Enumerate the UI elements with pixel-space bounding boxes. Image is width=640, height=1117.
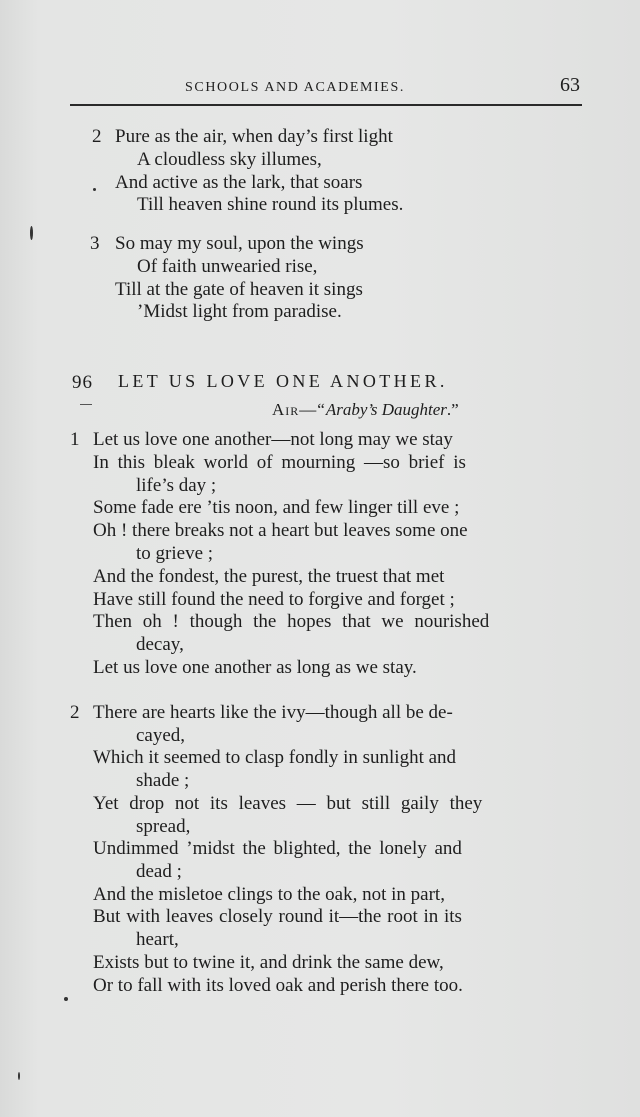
verse-line: heart, xyxy=(136,929,179,950)
verse-line: In this bleak world of mourning —so brief is xyxy=(93,452,466,473)
verse-line: Yet drop not its leaves — but still gaily they xyxy=(93,793,483,814)
verse-line: And the misletoe clings to the oak, not in part, xyxy=(93,884,445,905)
verse-line: cayed, xyxy=(136,725,186,746)
stray-mark xyxy=(80,404,92,405)
stanza-number: 2 xyxy=(92,126,102,147)
verse-line: Of faith unwearied rise, xyxy=(137,256,318,277)
page-header xyxy=(70,74,582,104)
verse-line: Oh ! there breaks not a heart but leaves some one xyxy=(93,520,468,541)
paper-speck xyxy=(64,997,68,1001)
verse-line: Till at the gate of heaven it sings xyxy=(115,279,363,300)
verse-line: Which it seemed to clasp fondly in sunlight and xyxy=(93,747,457,768)
air-tune: Araby’s Daughter xyxy=(325,400,447,419)
verse-line: shade ; xyxy=(136,770,190,791)
verse-line: life’s day ; xyxy=(136,475,217,496)
verse-line: There are hearts like the ivy—though all be de- xyxy=(93,702,453,723)
air-line xyxy=(272,400,459,420)
stanza-number: 3 xyxy=(90,233,100,254)
verse-line: And active as the lark, that soars xyxy=(115,172,363,193)
verse-line: Some fade ere ’tis noon, and few linger till eve ; xyxy=(93,497,460,518)
verse-line: Let us love one another as long as we stay. xyxy=(93,657,417,678)
verse-line: Pure as the air, when day’s first light xyxy=(115,126,393,147)
paper-speck xyxy=(93,188,96,191)
verse-line: spread, xyxy=(136,816,191,837)
verse-line: decay, xyxy=(136,634,184,655)
verse-line: dead ; xyxy=(136,861,182,882)
air-label: Air—“ xyxy=(272,400,326,419)
verse-line: A cloudless sky illumes, xyxy=(137,149,322,170)
verse-line: Have still found the need to forgive and forget ; xyxy=(93,589,455,610)
verse-line: So may my soul, upon the wings xyxy=(115,233,364,254)
verse-line: to grieve ; xyxy=(136,543,214,564)
verse-line: Exists but to twine it, and drink the same dew, xyxy=(93,952,444,973)
verse-line: ’Midst light from paradise. xyxy=(137,301,342,322)
hymn-number: 96 xyxy=(72,372,93,393)
air-close: .” xyxy=(446,400,459,419)
verse-line: Undimmed ’midst the blighted, the lonely and xyxy=(93,838,462,859)
running-title: SCHOOLS AND ACADEMIES. xyxy=(185,80,405,95)
stanza-number: 2 xyxy=(70,702,80,723)
page-number: 63 xyxy=(560,74,580,96)
verse-line: Then oh ! though the hopes that we nourished xyxy=(93,611,490,632)
verse-line: Till heaven shine round its plumes. xyxy=(137,194,404,215)
stanza-number: 1 xyxy=(70,429,80,450)
verse-line: But with leaves closely round it—the root in its xyxy=(93,906,462,927)
verse-line: Or to fall with its loved oak and perish there too. xyxy=(93,975,463,996)
header-rule xyxy=(70,104,582,106)
verse-line: Let us love one another—not long may we stay xyxy=(93,429,453,450)
hymn-title: LET US LOVE ONE ANOTHER. xyxy=(118,371,448,391)
verse-line: And the fondest, the purest, the truest that met xyxy=(93,566,445,587)
paper-speck xyxy=(18,1072,20,1080)
paper-speck xyxy=(30,226,33,240)
